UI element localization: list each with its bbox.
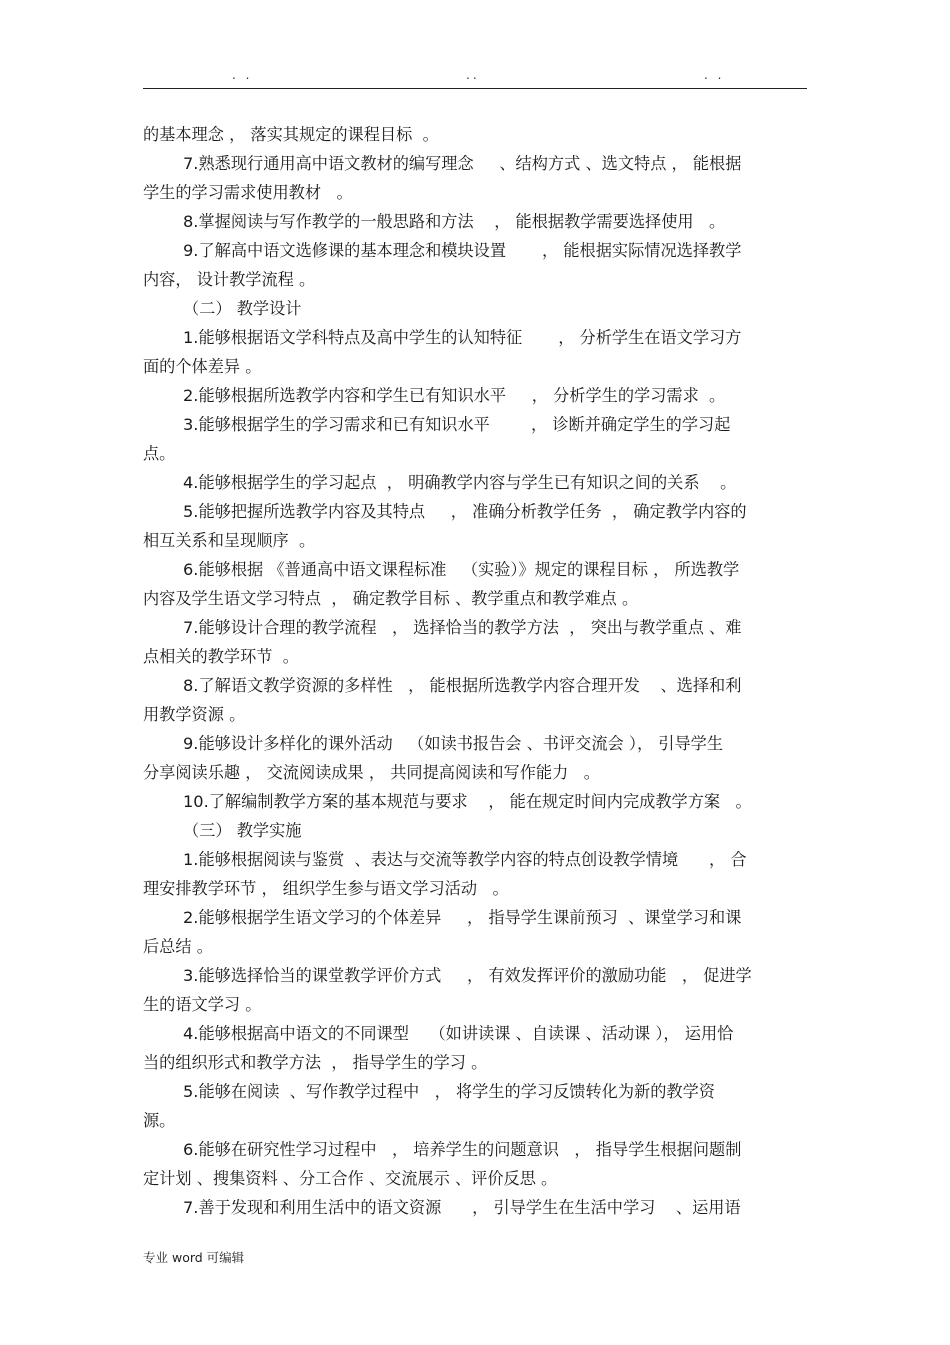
text-line: 9.了解高中语文选修课的基本理念和模块设置 ， 能根据实际情况选择教学 [183,241,742,260]
text-line: 3.能够选择恰当的课堂教学评价方式 ， 有效发挥评价的激励功能 ， 促进学 [183,966,752,985]
text-line: 内容及学生语文学习特点 ， 确定教学目标 、教学重点和教学难点 。 [143,589,639,608]
text-line: 面的个体差异 。 [143,357,262,376]
text-line: 2.能够根据所选教学内容和学生已有知识水平 ， 分析学生的学习需求 。 [183,386,726,405]
text-line: 7.能够设计合理的教学流程 ， 选择恰当的教学方法 ， 突出与教学重点 、难 [183,618,742,637]
text-line: 定计划 、搜集资料 、分工合作 、交流展示 、评价反思 。 [143,1169,558,1188]
header-dots-right: . . [704,68,725,82]
text-line: 的基本理念 ， 落实其规定的课程目标 。 [143,125,439,144]
text-line: 6.能够在研究性学习过程中 ， 培养学生的问题意识 ， 指导学生根据问题制 [183,1140,742,1159]
text-line: （三） 教学实施 [183,821,302,840]
text-line: 5.能够把握所选教学内容及其特点 ， 准确分析教学任务 ， 确定教学内容的 [183,502,747,521]
text-line: 7.善于发现和利用生活中的语文资源 ， 引导学生在生活中学习 、运用语 [183,1198,741,1217]
text-line: 1.能够根据语文学科特点及高中学生的认知特征 ， 分析学生在语文学习方 [183,328,742,347]
text-line: （二） 教学设计 [183,299,302,318]
body-text [143,120,807,1222]
text-line: 点相关的教学环节 。 [143,647,299,666]
text-line: 生的语文学习 。 [143,995,262,1014]
text-line: 相互关系和呈现顺序 。 [143,531,316,550]
text-line: 4.能够根据高中语文的不同课型 （如讲读课 、自读课 、活动课 ）， 运用恰 [183,1024,734,1043]
text-line: 8.了解语文教学资源的多样性 ， 能根据所选教学内容合理开发 、选择和利 [183,676,742,695]
text-line: 源。 [143,1111,176,1130]
text-line: 点。 [143,444,176,463]
text-line: 5.能够在阅读 、写作教学过程中 ， 将学生的学习反馈转化为新的教学资 [183,1082,715,1101]
text-line: 3.能够根据学生的学习需求和已有知识水平 ， 诊断并确定学生的学习起 [183,415,731,434]
text-line: 8.掌握阅读与写作教学的一般思路和方法 ， 能根据教学需要选择使用 。 [183,212,726,231]
text-line: 后总结 。 [143,937,213,956]
text-line: 9.能够设计多样化的课外活动 （如读书报告会 、书评交流会 ）， 引导学生 [183,734,724,753]
text-line: 当的组织形式和教学方法 ， 指导学生的学习 。 [143,1053,488,1072]
text-line: 7.熟悉现行通用高中语文教材的编写理念 、结构方式 、选文特点 ， 能根据 [183,154,742,173]
header-rule [143,88,807,89]
text-line: 1.能够根据阅读与鉴赏 、表达与交流等教学内容的特点创设教学情境 ， 合 [183,850,747,869]
text-line: 10.了解编制教学方案的基本规范与要求 ， 能在规定时间内完成教学方案 。 [183,792,752,811]
text-line: 内容， 设计教学流程 。 [143,270,316,289]
page-footer: 专业 word 可编辑 [143,1250,245,1265]
text-line: 理安排教学环节 ， 组织学生参与语文学习活动 。 [143,879,509,898]
text-line: 分享阅读乐趣 ， 交流阅读成果 ， 共同提高阅读和写作能力 。 [143,763,600,782]
header-dots-left: . . [232,68,253,82]
header-dots-center: .. [466,68,480,82]
text-line: 学生的学习需求使用教材 。 [143,183,353,202]
text-line: 6.能够根据 《普通高中语文课程标准 （实验）》规定的课程目标 ， 所选教学 [183,560,740,579]
text-line: 用教学资源 。 [143,705,246,724]
text-line: 4.能够根据学生的学习起点 ， 明确教学内容与学生已有知识之间的关系 。 [183,473,737,492]
text-line: 2.能够根据学生语文学习的个体差异 ， 指导学生课前预习 、课堂学习和课 [183,908,742,927]
